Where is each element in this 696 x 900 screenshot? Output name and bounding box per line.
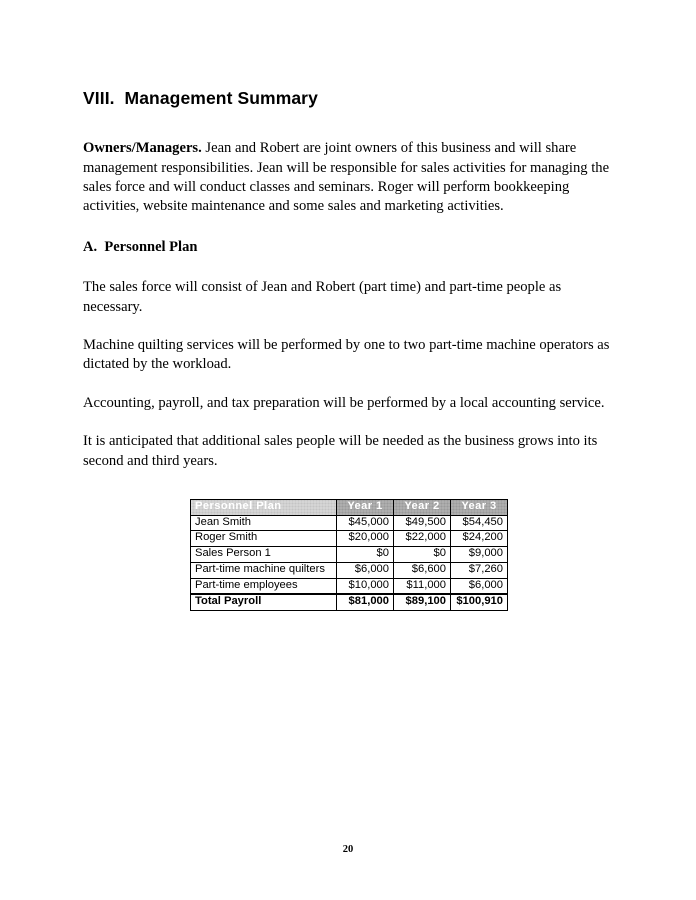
row-label: Sales Person 1 — [191, 547, 337, 563]
paragraph-machine-quilting: Machine quilting services will be performed by one to two part-time machine operators as dictated by the workload. — [83, 336, 610, 373]
spacer — [83, 375, 611, 394]
page-title: VIII. Management Summary — [83, 88, 318, 108]
row-label: Part-time machine quilters — [191, 562, 337, 578]
owners-managers-text: Jean and Robert are joint owners of this business and will share management responsibilities. Jean will be responsible for sales activities for managing the sales force and will conduct classes and seminars. Roger will perform bookkeeping activities, website maintenance and some sales and marketing activities. — [83, 140, 610, 215]
cell-year-3: $54,450 — [451, 515, 508, 531]
cell-year-2: $0 — [394, 547, 451, 563]
total-year-2: $89,100 — [394, 594, 451, 610]
spacer — [83, 413, 611, 432]
cell-year-1: $10,000 — [337, 578, 394, 594]
table-header-row — [191, 499, 508, 515]
table-header — [191, 499, 508, 515]
paragraph-additional-sales-people: It is anticipated that additional sales people will be needed as the business grows into its second and third years. — [83, 433, 598, 469]
personnel-plan-table — [190, 499, 508, 611]
cell-year-2: $6,600 — [394, 562, 451, 578]
section-heading-personnel-plan: A. Personnel Plan — [83, 238, 198, 255]
row-label: Part-time employees — [191, 578, 337, 594]
column-header-personnel-plan: Personnel Plan — [191, 499, 337, 515]
spacer — [83, 217, 611, 239]
total-year-3: $100,910 — [451, 594, 508, 610]
total-year-1: $81,000 — [337, 594, 394, 610]
total-label: Total Payroll — [191, 594, 337, 610]
table-row — [191, 562, 508, 578]
table-row — [191, 578, 508, 594]
table-row — [191, 547, 508, 563]
cell-year-3: $6,000 — [451, 578, 508, 594]
cell-year-3: $7,260 — [451, 562, 508, 578]
spacer — [83, 256, 611, 278]
owners-managers-label: Owners/Managers. — [83, 140, 202, 157]
row-label: Jean Smith — [191, 515, 337, 531]
cell-year-1: $45,000 — [337, 515, 394, 531]
cell-year-3: $9,000 — [451, 547, 508, 563]
cell-year-3: $24,200 — [451, 531, 508, 547]
cell-year-1: $6,000 — [337, 562, 394, 578]
table-total-row — [191, 594, 508, 610]
row-label: Roger Smith — [191, 531, 337, 547]
spacer — [83, 317, 611, 336]
table-body — [191, 515, 508, 611]
document-content — [83, 88, 611, 611]
table-row — [191, 531, 508, 547]
column-header-year-2: Year 2 — [394, 499, 451, 515]
personnel-plan-table-wrapper — [83, 499, 611, 611]
column-header-year-3: Year 3 — [451, 499, 508, 515]
cell-year-2: $22,000 — [394, 531, 451, 547]
cell-year-1: $20,000 — [337, 531, 394, 547]
paragraph-sales-force: The sales force will consist of Jean and Robert (part time) and part-time people as necessary. — [83, 279, 562, 315]
table-row — [191, 515, 508, 531]
cell-year-2: $11,000 — [394, 578, 451, 594]
page-number: 20 — [342, 844, 354, 855]
paragraph-accounting: Accounting, payroll, and tax preparation will be performed by a local accounting service. — [83, 394, 605, 411]
owners-managers-paragraph — [83, 139, 611, 217]
cell-year-1: $0 — [337, 547, 394, 563]
cell-year-2: $49,500 — [394, 515, 451, 531]
column-header-year-1: Year 1 — [337, 499, 394, 515]
